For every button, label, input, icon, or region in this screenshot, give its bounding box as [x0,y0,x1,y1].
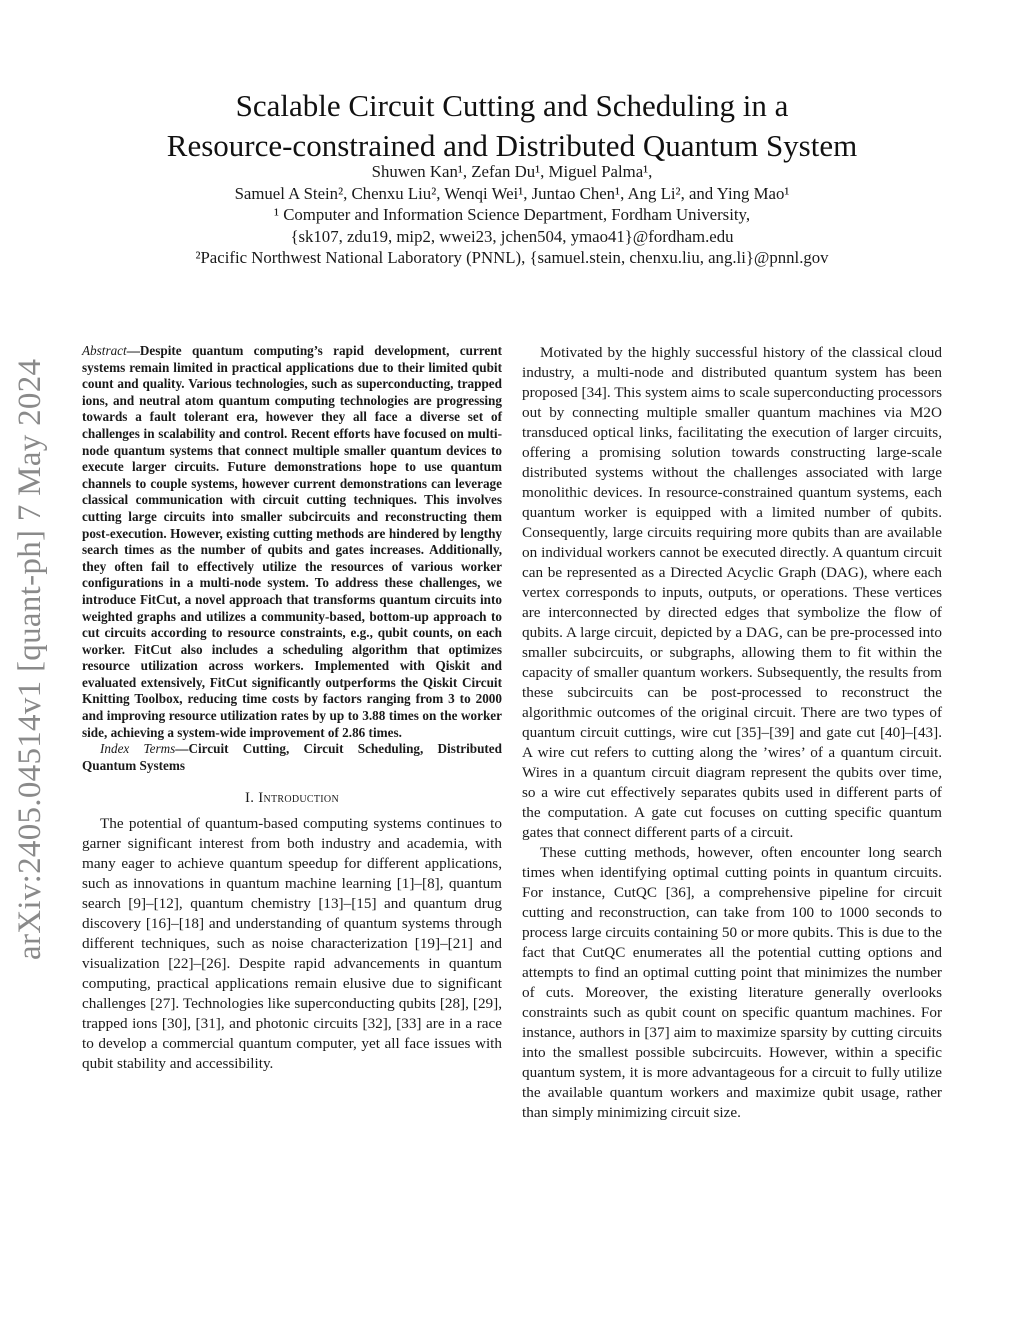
index-terms [82,741,502,774]
author-line-1: Shuwen Kan¹, Zefan Du¹, Miguel Palma¹, [371,162,653,181]
emails-fordham: {sk107, zdu19, mip2, wwei23, jchen504, ymao41}@fordham.edu [290,226,734,246]
index-terms-text: —Circuit Cutting, Circuit Scheduling, Distributed Quantum Systems [82,741,502,773]
intro-paragraph-2: Motivated by the highly successful history of the classical cloud industry, a multi-node and distributed quantum system has been proposed [34]. This system aims to scale superconducting processors out by connecting multiple smaller quantum machines via M2O transduced optical links, facilitating the execution of larger circuits, offering a promising solution towards constructing large-scale distributed systems without the challenges associated with large monolithic devices. In resource-constrained quantum systems, each quantum worker is equipped with a limited number of qubits. Consequently, large circuits requiring more qubits than are available on individual workers cannot be executed directly. A quantum circuit can be represented as a Directed Acyclic Graph (DAG), where each vertex corresponds to inputs, outputs, or operations. These vertices are interconnected by directed edges that symbolize the flow of qubits. A large circuit, depicted by a DAG, can be pre-processed into smaller subcircuits, or subgraphs, allowing them to fit within the capacity of smaller quantum workers. Subsequently, the results from these subcircuits can be post-processed to reconstruct the algorithmic outcomes of the original circuit. There are two types of quantum circuit cuttings, wire cut [35]–[39] and gate cut [40]–[43]. A wire cut refers to cutting along the ’wires’ of a quantum circuit. Wires in a quantum circuit diagram represent the qubits over time, so a wire cut effectively separates qubits used in different parts of the computation. A gate cut focuses on cutting specific quantum gates that connect different parts of a circuit. [522,344,942,841]
arxiv-identifier-stamp[interactable]: arXiv:2405.04514v1 [quant-ph] 7 May 2024 [12,358,48,960]
affiliation-pnnl: ²Pacific Northwest National Laboratory (PNNL), {samuel.stein, chenxu.liu, ang.li}@pnnl.gov [195,248,829,267]
abstract [82,343,502,741]
author-block [60,161,964,269]
title-line-1: Scalable Circuit Cutting and Scheduling in a [235,88,789,123]
author-line-2: Samuel A Stein², Chenxu Liu², Wenqi Wei¹, Juntao Chen¹, Ang Li², and Ying Mao¹ [234,183,790,203]
index-terms-lead: Index Terms [100,741,176,757]
affiliation-fordham: ¹ Computer and Information Science Department, Fordham University, [273,205,751,224]
right-column [522,343,942,1123]
intro-paragraph-3: These cutting methods, however, often encounter long search times when identifying optimal cutting points in quantum circuits. For instance, CutQC [36], a comprehensive pipeline for circuit cutting and reconstruction, can take from 100 to 1000 seconds to process large circuits containing 50 or more qubits. This is due to the fact that CutQC enumerates all the potential cutting options and attempts to find an optimal cutting point that minimizes the number of cuts. Moreover, the existing literature generally overlooks constraints such as qubit count on specific quantum machines. For instance, authors in [37] aim to maximize sparsity by cutting circuits into the smallest possible subcircuits. However, within a specific quantum system, it is more advantageous for a circuit to fully utilize the available quantum workers and maximize qubit usage, rather than simply minimizing circuit size. [522,844,942,1121]
paper-title [60,86,964,166]
intro-paragraph-1: The potential of quantum-based computing systems continues to garner significant interest from both industry and academia, with many eager to achieve quantum speedup for different applications, such as innovations in quantum machine learning [1]–[8], quantum search [9]–[12], quantum chemistry [13]–[15] and quantum drug discovery [16]–[18] and understanding of quantum systems through different techniques, such as noise characterization [19]–[21] and visualization [22]–[26]. Despite rapid advancements in quantum computing, practical applications remain elusive due to significant challenges [27]. Technologies like superconducting qubits [28], [29], trapped ions [30], [31], and photonic circuits [32], [33] are in a race to develop a commercial quantum computer, yet all face issues with qubit stability and accessibility. [82,815,502,1073]
title-line-2: Resource-constrained and Distributed Quantum System [166,128,858,163]
abstract-lead: Abstract [82,343,127,358]
left-column [82,343,502,1074]
section-heading-introduction: I. Introduction [245,790,339,807]
abstract-text: —Despite quantum computing’s rapid development, current systems remain limited in practical applications due to their limited qubit count and quality. Various technologies, such as superconducting, trapped ions, and neutral atom quantum computing technologies are progressing towards a fault tolerant era, however they all face a diverse set of challenges in scalability and control. Recent efforts have focused on multi-node quantum systems that connect multiple smaller quantum devices to execute larger circuits. Future demonstrations hope to use quantum channels to couple systems, however current demonstrations can leverage classical communication with circuit cutting techniques. This involves cutting large circuits into smaller subcircuits and reconstructing them post-execution. However, existing cutting methods are hindered by lengthy search times as the number of qubits and gates increases. Additionally, they often fail to effectively utilize the resources of various worker configurations in a multi-node system. To address these challenges, we introduce FitCut, a novel approach that transforms quantum circuits into weighted graphs and utilizes a community-based, bottom-up approach to cut circuits according to resource constraints, e.g., qubit counts, on each worker. FitCut also includes a scheduling algorithm that optimizes resource utilization across workers. Implemented with Qiskit and evaluated extensively, FitCut significantly outperforms the Qiskit Circuit Knitting Toolbox, reducing time costs by factors ranging from 3 to 2000 and improving resource utilization rates by up to 3.88 times on the worker side, achieving a system-wide improvement of 2.86 times. [82,343,502,740]
